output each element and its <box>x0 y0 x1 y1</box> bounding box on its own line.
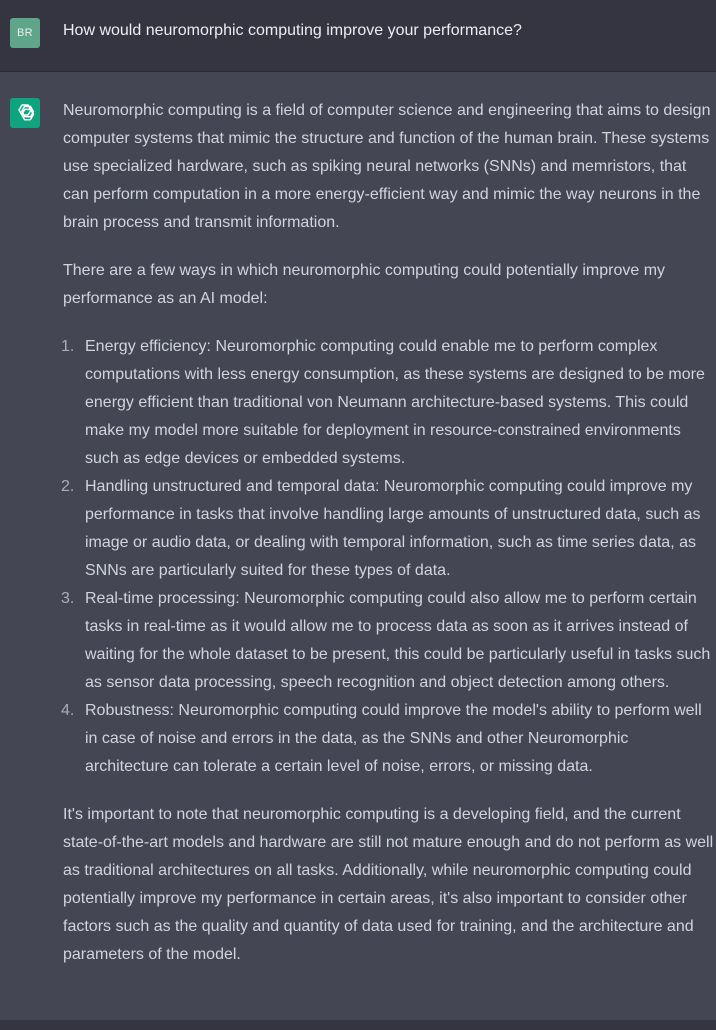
list-item <box>63 697 716 781</box>
list-item <box>63 585 716 697</box>
list-item-number: 1. <box>61 338 75 355</box>
list-item-text: Handling unstructured and temporal data: Neuromorphic computing could improve my performance in tasks that involve handling large amounts of unstructured data, such as image or audio data, or dealing with temporal information, such as time series data, as SNNs are particularly suited for these types of data. <box>85 478 701 579</box>
assistant-numbered-list <box>63 333 716 781</box>
list-item-text: Energy efficiency: Neuromorphic computing could enable me to perform complex computations with less energy consumption, as these systems are designed to be more energy efficient than traditional von Neumann architecture-based systems. This could make my model more suitable for deployment in resource-constrained environments such as edge devices or embedded systems. <box>85 338 705 467</box>
list-item-number: 2. <box>61 478 75 495</box>
user-avatar: BR <box>10 18 40 48</box>
openai-logo-icon <box>14 102 36 124</box>
list-item-number: 4. <box>61 702 75 719</box>
list-item <box>63 473 716 585</box>
assistant-message-content <box>63 97 716 989</box>
list-item-number: 3. <box>61 590 75 607</box>
assistant-paragraph-closing: It's important to note that neuromorphic computing is a developing field, and the current state-of-the-art models and hardware are still not mature enough and do not perform as well as traditional architectures on all tasks. Additionally, while neuromorphic computing could potentially improve my performance in certain areas, it's also important to consider other factors such as the quality and quantity of data used for training, and the architecture and parameters of the model. <box>63 806 714 963</box>
list-item-text: Robustness: Neuromorphic computing could improve the model's ability to perform well in case of noise and errors in the data, as the SNNs and other Neuromorphic architecture can tolerate a certain level of noise, errors, or missing data. <box>85 702 702 775</box>
assistant-paragraph-intro: Neuromorphic computing is a field of computer science and engineering that aims to design computer systems that mimic the structure and function of the human brain. These systems use specialized hardware, such as spiking neural networks (SNNs) and memristors, that can perform computation in a more energy-efficient way and mimic the way neurons in the brain process and transmit information. <box>63 102 711 231</box>
user-message-text: How would neuromorphic computing improve your performance? <box>63 22 522 39</box>
user-message-row <box>0 0 716 72</box>
list-item <box>63 333 716 473</box>
assistant-paragraph-ways: There are a few ways in which neuromorphic computing could potentially improve my performance as an AI model: <box>63 262 666 307</box>
assistant-avatar <box>10 98 40 128</box>
assistant-message-row <box>0 72 716 1020</box>
bottom-divider <box>0 1020 716 1030</box>
list-item-text: Real-time processing: Neuromorphic computing could also allow me to perform certain tasks in real-time as it would allow me to process data as soon as it arrives instead of waiting for the whole dataset to be present, this could be particularly useful in tasks such as sensor data processing, speech recognition and object detection among others. <box>85 590 711 691</box>
